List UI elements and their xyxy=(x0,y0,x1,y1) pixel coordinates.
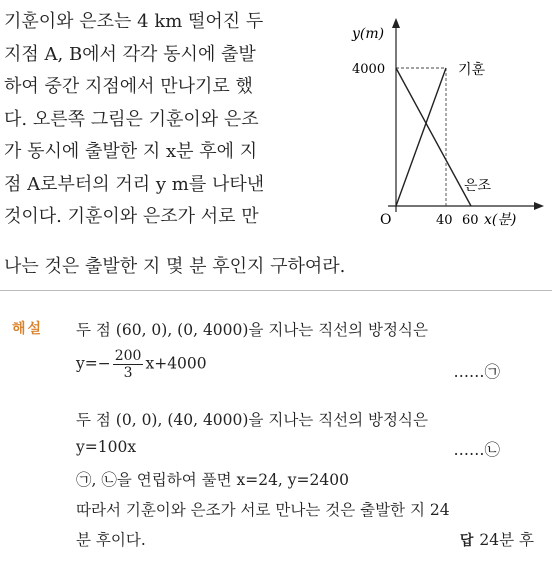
series-line-eunjo xyxy=(396,68,471,206)
origin-label: O xyxy=(380,212,392,228)
eq1-dots: …… xyxy=(453,363,485,381)
eq1-lhs: y=− xyxy=(76,354,111,373)
eq2-dots: …… xyxy=(453,441,485,459)
eq1-rhs: x+4000 xyxy=(145,354,207,373)
x-axis-label: x(분) xyxy=(484,212,517,228)
answer xyxy=(460,528,534,550)
eq1-fraction xyxy=(113,348,144,381)
line5-sep: , xyxy=(91,471,102,489)
problem-line-6: 점 A로부터의 거리 y m를 나타낸 xyxy=(4,173,265,195)
answer-value: 24분 후 xyxy=(479,531,534,549)
problem-line-7: 것이다. 기훈이와 은조가 서로 만 xyxy=(4,206,259,227)
x-tick-60: 60 xyxy=(462,213,479,228)
line5-text: 을 연립하여 풀면 x=24, y=2400 xyxy=(116,471,349,489)
eq1-mark: ㉠ xyxy=(484,363,500,381)
solution-line-5 xyxy=(76,468,349,490)
distance-time-graph xyxy=(348,14,548,236)
x-axis-arrow xyxy=(534,202,544,210)
line5-mark-1: ㉠ xyxy=(76,471,92,489)
answer-tag: 답 xyxy=(459,533,474,549)
x-tick-40: 40 xyxy=(436,213,453,228)
problem-line-4: 다. 오른쪽 그림은 기훈이와 은조 xyxy=(4,108,259,130)
eq1-marker xyxy=(453,360,500,382)
problem-line-8: 나는 것은 출발한 지 몇 분 후인지 구하여라. xyxy=(4,256,346,277)
solution-line-7: 분 후이다. xyxy=(76,531,146,549)
solution-line-3: 두 점 (0, 0), (40, 4000)을 지나는 직선의 방정식은 xyxy=(76,411,428,429)
problem-text xyxy=(4,6,344,234)
solution-eq-1 xyxy=(76,348,207,381)
problem-line-3: 하여 중간 지점에서 만나기로 했 xyxy=(4,76,253,97)
series-line-gihun xyxy=(396,68,446,206)
line5-mark-2: ㉡ xyxy=(101,471,117,489)
eq2-mark: ㉡ xyxy=(484,441,500,459)
problem-line-1: 기훈이와 은조는 4 km 떨어진 두 xyxy=(4,11,264,32)
section-divider xyxy=(0,290,552,291)
series-label-eunjo: 은조 xyxy=(464,178,492,194)
solution-eq-2: y=100x xyxy=(76,438,137,456)
solution-label: 해설 xyxy=(12,321,44,337)
solution-line-6: 따라서 기훈이와 은조가 서로 만나는 것은 출발한 지 24 xyxy=(76,501,450,519)
eq1-denominator: 3 xyxy=(123,365,133,381)
solution-line-1: 두 점 (60, 0), (0, 4000)을 지나는 직선의 방정식은 xyxy=(76,321,428,339)
series-label-gihun: 기훈 xyxy=(458,62,486,78)
eq1-numerator: 200 xyxy=(114,348,142,364)
problem-line-2: 지점 A, B에서 각각 동시에 출발 xyxy=(4,43,256,65)
y-axis-arrow xyxy=(392,18,400,28)
problem-line-5: 가 동시에 출발한 지 x분 후에 지 xyxy=(4,141,258,162)
y-tick-4000: 4000 xyxy=(352,62,386,77)
y-axis-label: y(m) xyxy=(352,26,385,42)
eq2-marker xyxy=(453,438,500,460)
